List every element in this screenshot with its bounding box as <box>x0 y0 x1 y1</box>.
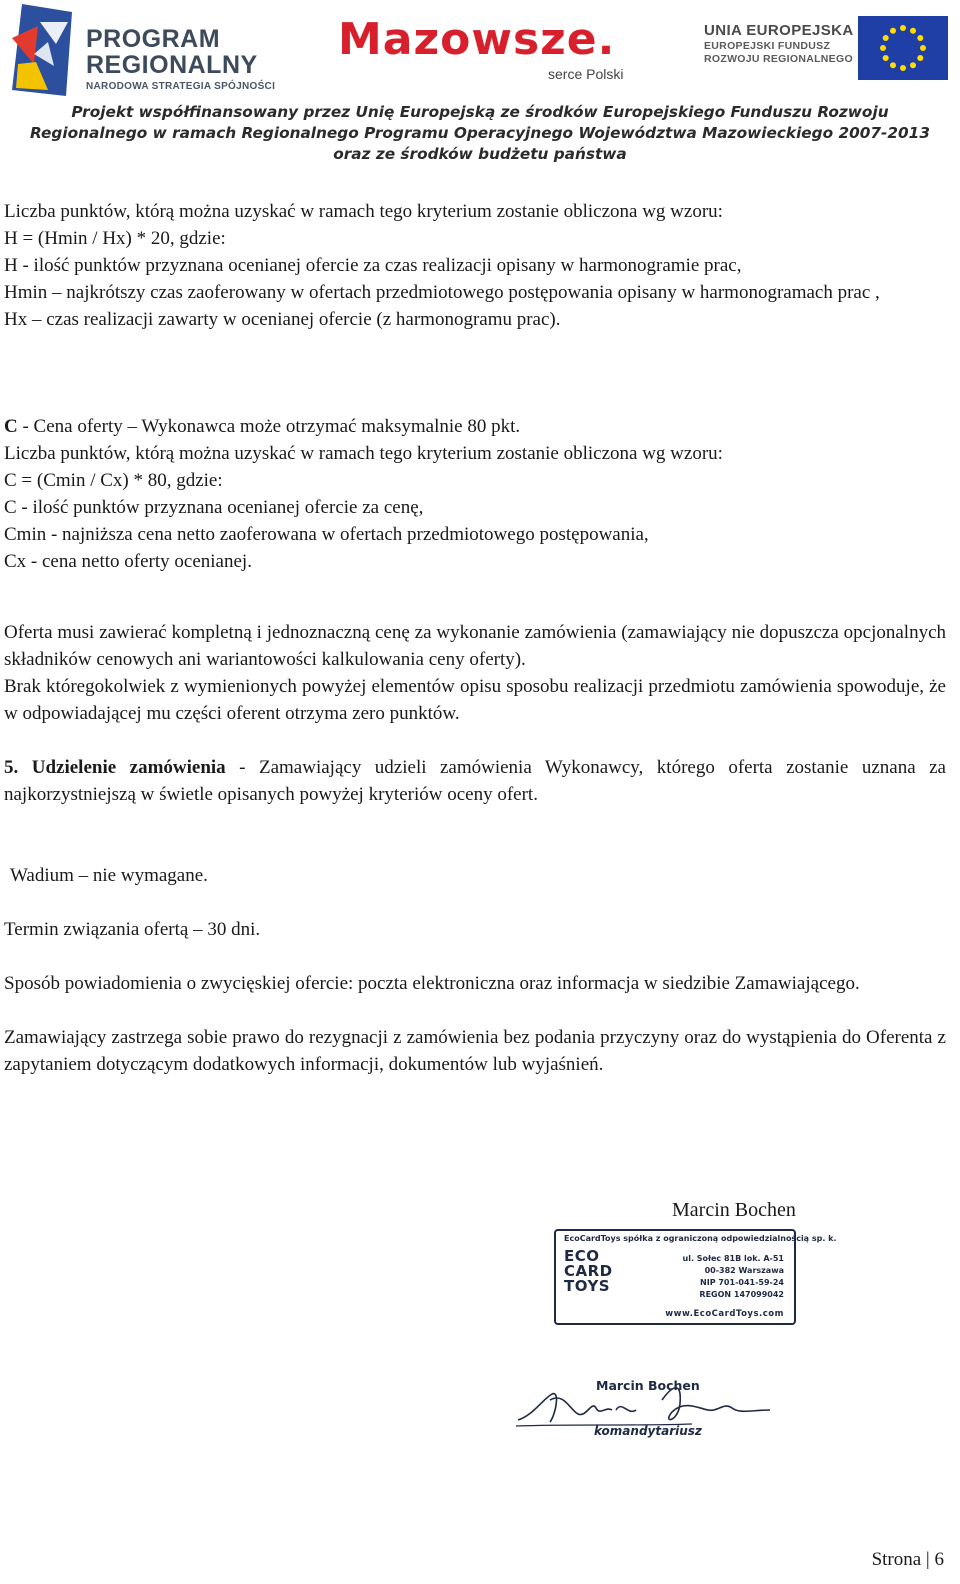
missing-elements-paragraph: Brak któregokolwiek z wymienionych powyżej elementów opisu sposobu realizacji przedmiotu zamówienia spowoduje, że w odpowiadającej mu części oferent otrzyma zero punktów. <box>4 676 946 724</box>
notification-paragraph: Sposób powiadomienia o zwycięskiej ofercie: poczta elektroniczna oraz informacja w siedzibie Zamawiającego. <box>4 973 860 994</box>
c-criterion-title <box>4 413 946 440</box>
funding-line2: Regionalnego w ramach Regionalnego Programu Operacyjnego Województwa Mazowieckiego 2007-2013 <box>30 124 930 142</box>
ecocardtoys-logo: ECO CARD TOYS <box>564 1247 613 1295</box>
funding-note <box>0 102 960 165</box>
eu-logo <box>692 16 954 86</box>
stamp-website: www.EcoCardToys.com <box>665 1309 784 1319</box>
section-5-text: - Zamawiający udzieli zamówienia Wykonawcy, którego oferta zostanie uznana za najkorzystniejszą w świetle opisanych powyżej kryteriów oceny ofert. <box>4 757 946 805</box>
eu-flag-icon <box>858 16 948 80</box>
eu-line3: ROZWOJU REGIONALNEGO <box>704 53 853 65</box>
section-5-number: 5. <box>4 757 19 778</box>
section-5-paragraph <box>4 754 946 808</box>
section-5-title: Udzielenie zamówienia <box>31 757 226 778</box>
h-intro: Liczba punktów, którą można uzyskać w ramach tego kryterium zostanie obliczona wg wzoru: <box>4 201 723 222</box>
reservation-paragraph: Zamawiający zastrzega sobie prawo do rezygnacji z zamówienia bez podania przyczyny oraz do wystąpienia do Oferenta z zapytaniem dotyczącym dodatkowych informacji, dokumentów lub wyjaśnień. <box>4 1027 946 1075</box>
termin-line: Termin związania ofertą – 30 dni. <box>4 919 261 940</box>
hx-definition: Hx – czas realizacji zawarty w ocenianej ofercie (z harmonogramu prac). <box>4 309 561 330</box>
program-regionalny-line3: NARODOWA STRATEGIA SPÓJNOŚCI <box>86 81 276 92</box>
h-definition: H - ilość punktów przyznana ocenianej ofercie za czas realizacji opisany w harmonogramie prac, <box>4 255 742 276</box>
funding-line3: oraz ze środków budżetu państwa <box>333 145 627 163</box>
stamp-header: EcoCardToys spółka z ograniczoną odpowiedzialnością sp. k. <box>564 1234 837 1243</box>
company-stamp <box>554 1229 837 1325</box>
signer-name: Marcin Bochen <box>672 1199 796 1221</box>
signature-stamp-name: Marcin Bochen <box>596 1378 700 1393</box>
page-number: Strona | 6 <box>871 1549 944 1570</box>
funding-line1: Projekt współfinansowany przez Unię Europejską ze środków Europejskiego Funduszu Rozwoju <box>71 103 889 121</box>
program-regionalny-line2: REGIONALNY <box>86 51 258 79</box>
mazowsze-wordmark: Mazowsze. <box>338 14 616 65</box>
document-body <box>4 198 946 1078</box>
signature-stamp-role: komandytariusz <box>594 1424 702 1438</box>
c-definition: C - ilość punktów przyznana ocenianej ofercie za cenę, <box>4 497 424 518</box>
eu-line1: UNIA EUROPEJSKA <box>704 22 854 39</box>
hmin-definition: Hmin – najkrótszy czas zaoferowany w ofertach przedmiotowego postępowania opisany w harmonogramach prac , <box>4 282 880 303</box>
wadium-line: Wadium – nie wymagane. <box>10 865 208 886</box>
cx-definition: Cx - cena netto oferty ocenianej. <box>4 551 252 572</box>
c-title-rest: - Cena oferty – Wykonawca może otrzymać maksymalnie 80 pkt. <box>17 416 521 437</box>
c-letter: C <box>4 416 18 437</box>
eu-line2: EUROPEJSKI FUNDUSZ <box>704 40 831 52</box>
program-regionalny-line1: PROGRAM <box>86 25 221 53</box>
c-formula: C = (Cmin / Cx) * 80, gdzie: <box>4 470 223 491</box>
h-formula: H = (Hmin / Hx) * 20, gdzie: <box>4 228 226 249</box>
c-intro: Liczba punktów, którą można uzyskać w ramach tego kryterium zostanie obliczona wg wzoru: <box>4 443 723 464</box>
header-logos <box>0 0 960 100</box>
offer-price-paragraph: Oferta musi zawierać kompletną i jednoznaczną cenę za wykonanie zamówienia (zamawiający nie dopuszcza opcjonalnych składników cenowych ani wariantowości kalkulowania ceny oferty). <box>4 622 946 670</box>
cmin-definition: Cmin - najniższa cena netto zaoferowana w ofertach przedmiotowego postępowania, <box>4 524 649 545</box>
mazowsze-tagline: serce Polski <box>548 66 624 82</box>
program-regionalny-mark-icon <box>8 4 80 96</box>
mazowsze-logo <box>338 14 658 92</box>
program-regionalny-logo <box>8 4 298 96</box>
stamp-address: ul. Sołec 81B lok. A-51 00-382 Warszawa NIP 701-041-59-24 REGON 147099042 <box>682 1254 784 1299</box>
